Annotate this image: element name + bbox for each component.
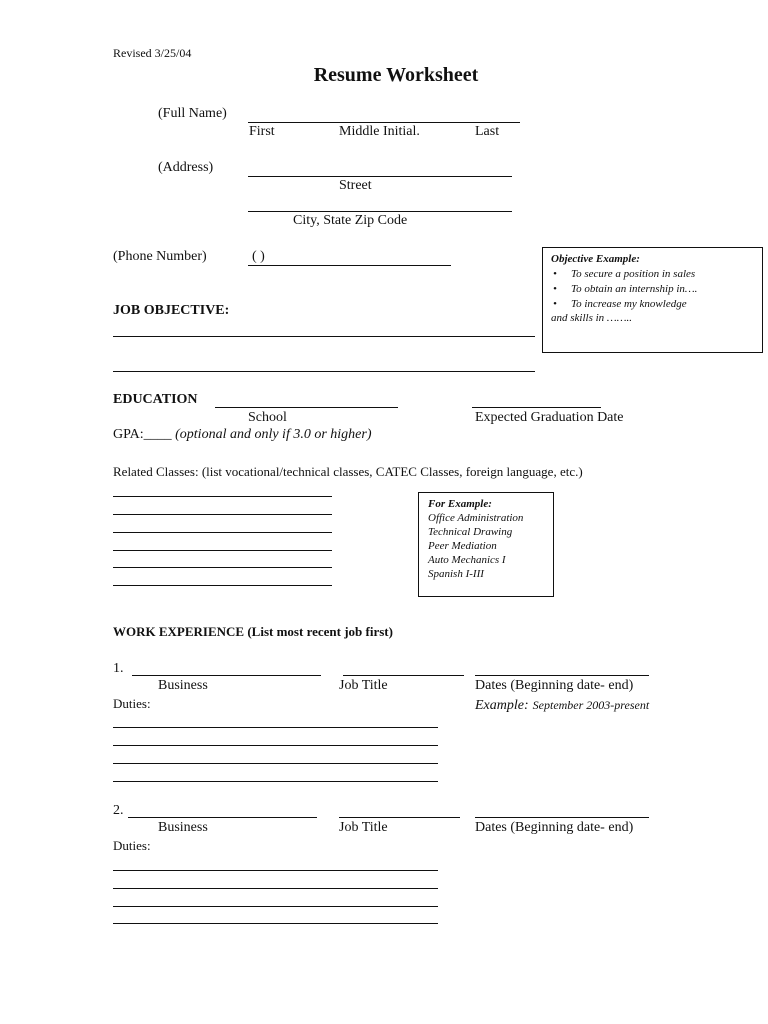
objective-example-item: • To obtain an internship in…. bbox=[551, 283, 754, 295]
city-state-zip-caption: City, State Zip Code bbox=[293, 213, 408, 228]
school-line[interactable] bbox=[215, 407, 398, 408]
job-2-duties-label: Duties: bbox=[113, 838, 151, 853]
phone-area-code: ( ) bbox=[252, 249, 265, 264]
job-2-business-caption: Business bbox=[158, 820, 208, 835]
related-class-line[interactable] bbox=[113, 585, 332, 586]
gpa-label: GPA:____ bbox=[113, 427, 172, 442]
class-example-box bbox=[418, 492, 554, 597]
work-experience-heading: WORK EXPERIENCE (List most recent job first) bbox=[113, 624, 393, 639]
graduation-date-line[interactable] bbox=[472, 407, 601, 408]
gpa-row bbox=[113, 427, 372, 443]
example-label: Example: bbox=[475, 698, 529, 713]
example-value: September 2003-present bbox=[532, 698, 650, 712]
class-example-item: Office Administration bbox=[428, 512, 524, 524]
city-state-zip-line[interactable] bbox=[248, 211, 512, 212]
page-title: Resume Worksheet bbox=[313, 64, 479, 86]
last-name-caption: Last bbox=[475, 124, 500, 139]
phone-label: (Phone Number) bbox=[113, 249, 207, 264]
related-class-line[interactable] bbox=[113, 550, 332, 551]
related-class-line[interactable] bbox=[113, 567, 332, 568]
phone-line[interactable] bbox=[248, 265, 451, 266]
job-2-title-caption: Job Title bbox=[339, 820, 388, 835]
objective-example-item: • To increase my knowledge bbox=[551, 298, 754, 310]
related-class-line[interactable] bbox=[113, 496, 332, 497]
job-2-duties-line[interactable] bbox=[113, 888, 438, 889]
job-1-dates-caption: Dates (Beginning date- end) bbox=[475, 678, 634, 693]
job-1-duties-line[interactable] bbox=[113, 727, 438, 728]
job-1-title-caption: Job Title bbox=[339, 678, 388, 693]
job-2-business-line[interactable] bbox=[128, 817, 317, 818]
job-objective-label: JOB OBJECTIVE: bbox=[113, 303, 230, 318]
job-1-business-caption: Business bbox=[158, 678, 208, 693]
objective-example-item: • To secure a position in sales bbox=[551, 268, 754, 280]
job-2-dates-line[interactable] bbox=[475, 817, 649, 818]
class-example-item: Peer Mediation bbox=[428, 540, 497, 552]
job-2-duties-line[interactable] bbox=[113, 923, 438, 924]
job-2-title-line[interactable] bbox=[339, 817, 460, 818]
address-label: (Address) bbox=[158, 160, 214, 175]
job-objective-line-2[interactable] bbox=[113, 371, 535, 372]
job-2-dates-caption: Dates (Beginning date- end) bbox=[475, 820, 634, 835]
related-classes-label: Related Classes: (list vocational/technical classes, CATEC Classes, foreign language, etc.) bbox=[113, 464, 583, 479]
objective-example-continuation: and skills in …….. bbox=[551, 312, 632, 324]
school-caption: School bbox=[248, 410, 287, 425]
objective-example-box bbox=[542, 247, 763, 353]
job-1-duties-label: Duties: bbox=[113, 696, 151, 711]
job-2-duties-line[interactable] bbox=[113, 870, 438, 871]
gpa-note: (optional and only if 3.0 or higher) bbox=[175, 427, 372, 442]
job-1-duties-line[interactable] bbox=[113, 763, 438, 764]
job-1-title-line[interactable] bbox=[343, 675, 464, 676]
middle-initial-caption: Middle Initial. bbox=[339, 124, 420, 139]
job-1-number: 1. bbox=[113, 661, 124, 676]
job-1-dates-example bbox=[475, 696, 649, 714]
street-caption: Street bbox=[339, 178, 372, 193]
job-1-duties-line[interactable] bbox=[113, 745, 438, 746]
graduation-date-caption: Expected Graduation Date bbox=[475, 410, 624, 425]
objective-example-heading: Objective Example: bbox=[551, 253, 640, 265]
first-name-caption: First bbox=[249, 124, 275, 139]
education-label: EDUCATION bbox=[113, 392, 198, 407]
class-example-item: Auto Mechanics I bbox=[428, 554, 506, 566]
full-name-line[interactable] bbox=[248, 122, 520, 123]
job-2-duties-line[interactable] bbox=[113, 906, 438, 907]
related-class-line[interactable] bbox=[113, 514, 332, 515]
full-name-label: (Full Name) bbox=[158, 106, 227, 121]
job-objective-line-1[interactable] bbox=[113, 336, 535, 337]
job-1-duties-line[interactable] bbox=[113, 781, 438, 782]
street-line[interactable] bbox=[248, 176, 512, 177]
related-class-line[interactable] bbox=[113, 532, 332, 533]
job-1-dates-line[interactable] bbox=[475, 675, 649, 676]
class-example-item: Spanish I-III bbox=[428, 568, 484, 580]
revised-date: Revised 3/25/04 bbox=[113, 46, 192, 60]
job-1-business-line[interactable] bbox=[132, 675, 321, 676]
class-example-item: Technical Drawing bbox=[428, 526, 513, 538]
class-example-heading: For Example: bbox=[428, 498, 492, 510]
job-2-number: 2. bbox=[113, 803, 124, 818]
